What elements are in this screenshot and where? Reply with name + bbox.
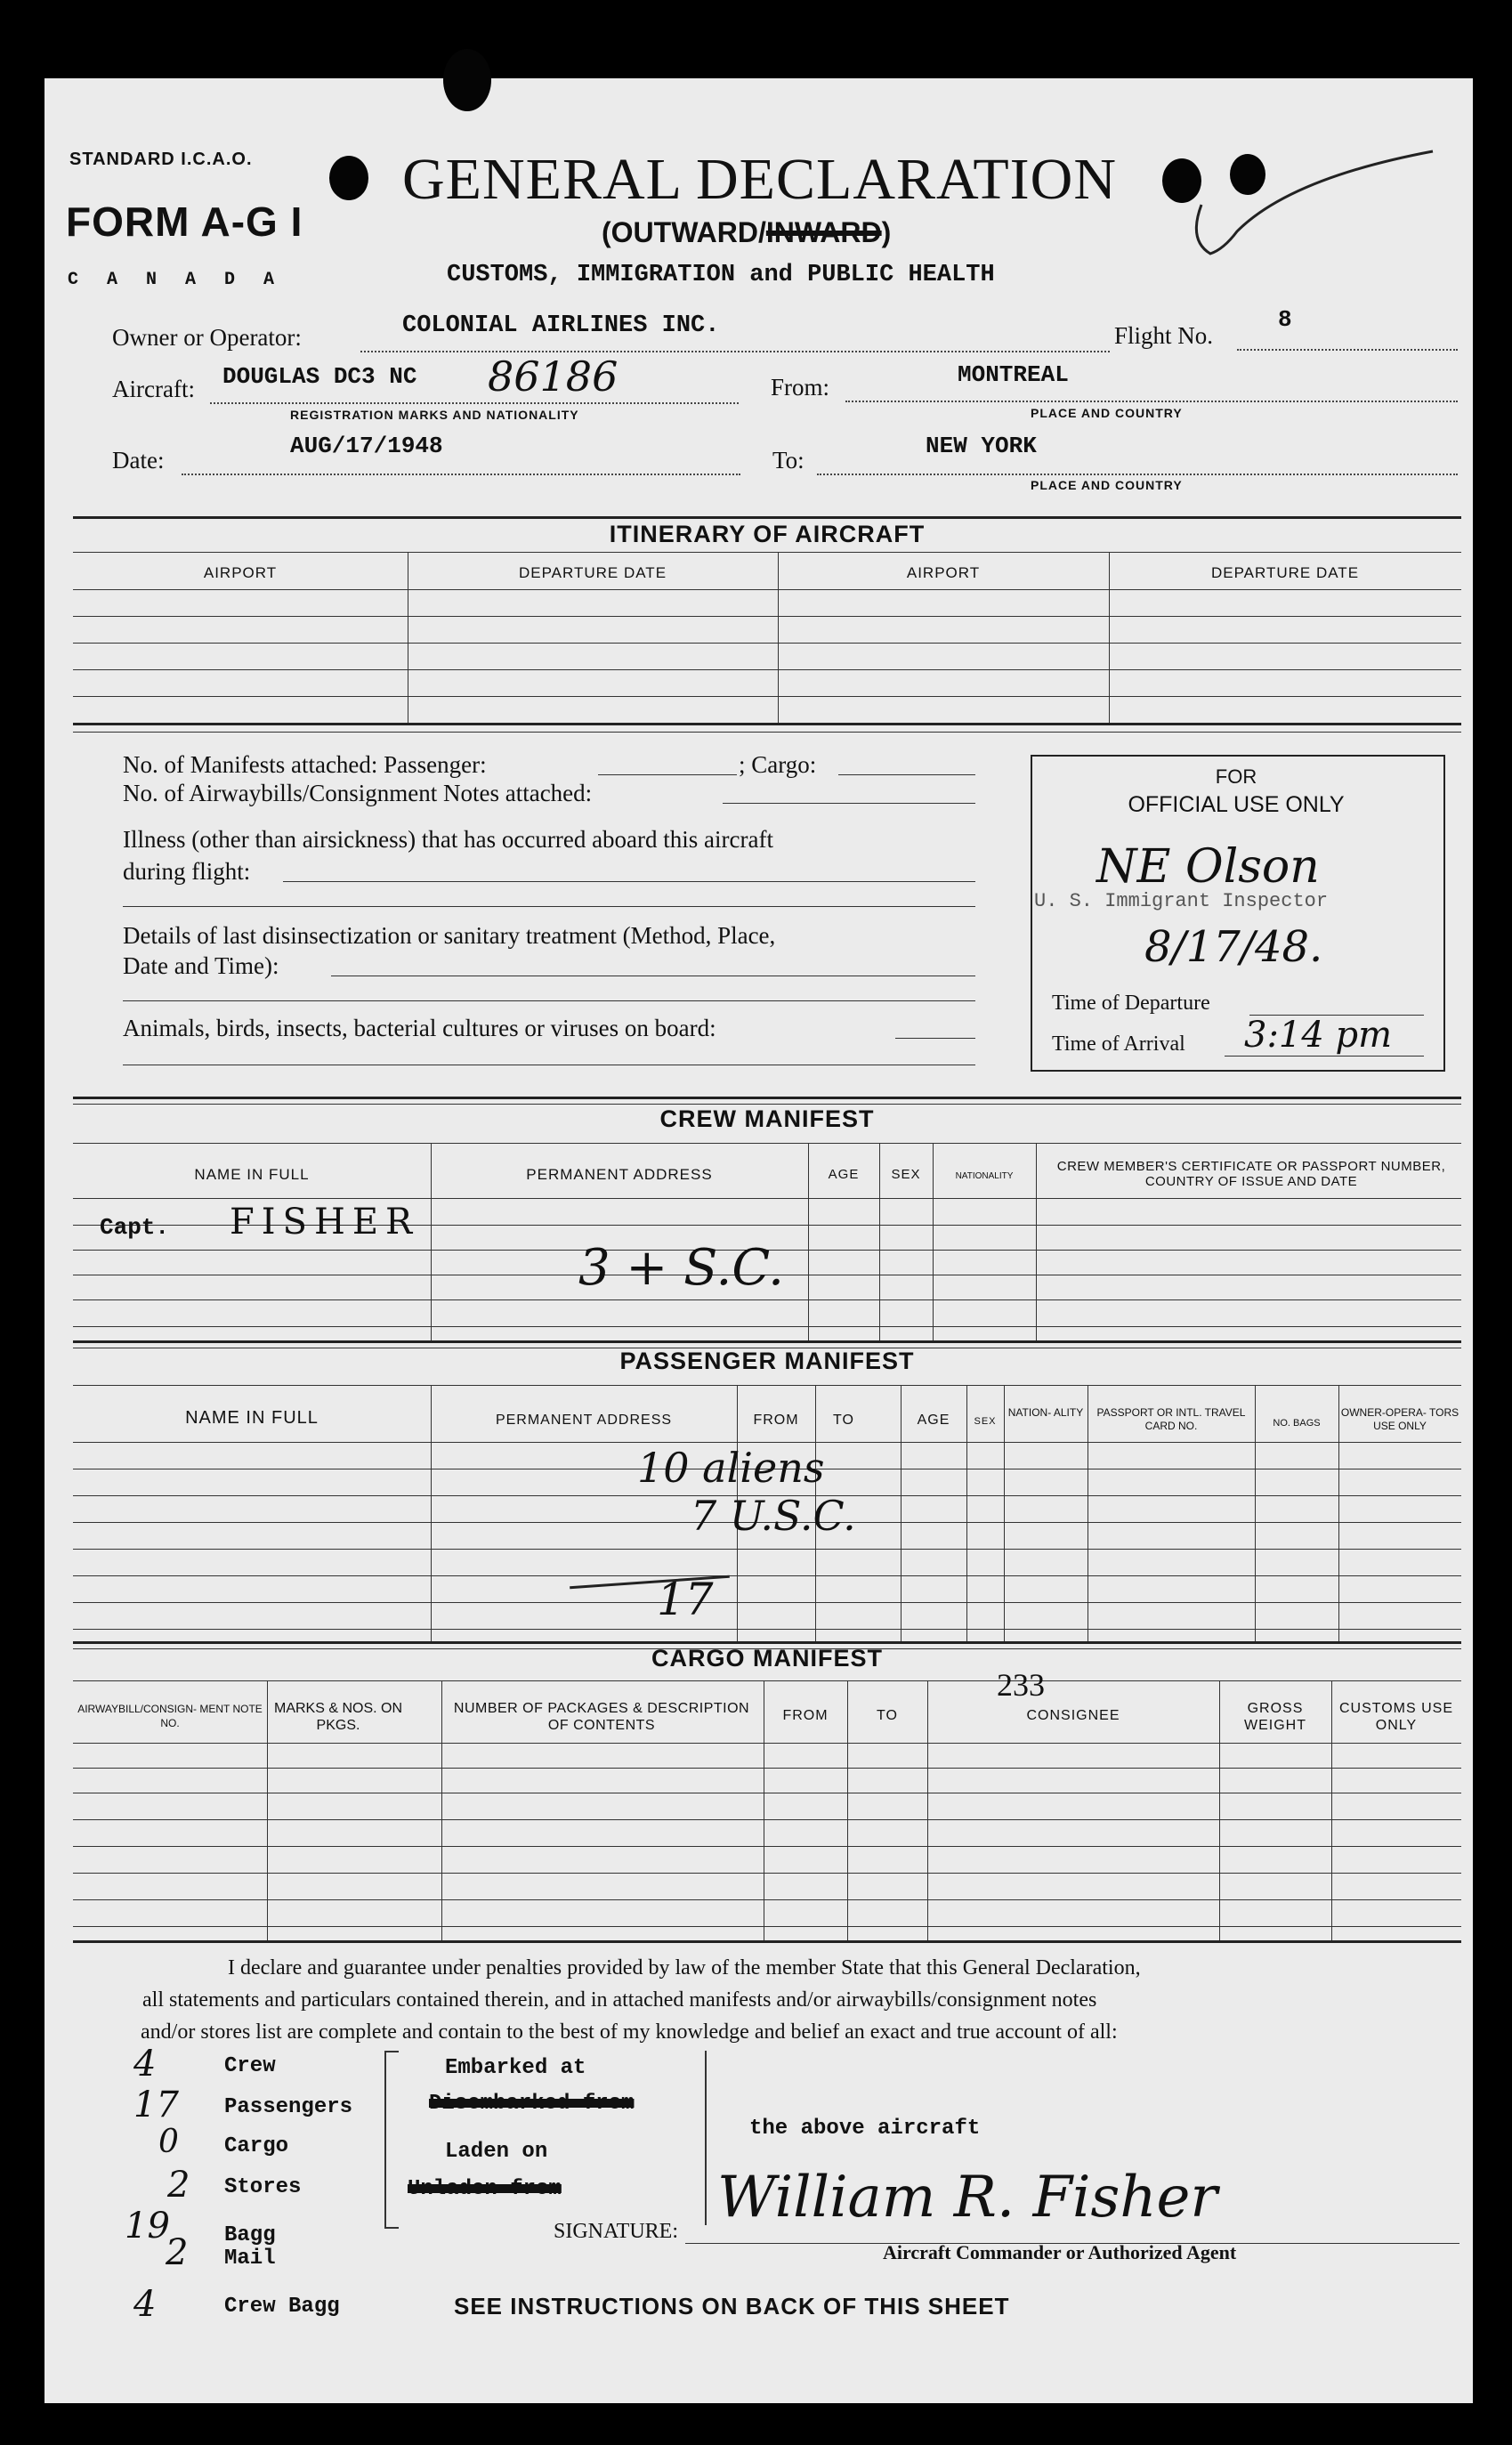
col-line: [1338, 1385, 1339, 1641]
crew-col-address: PERMANENT ADDRESS: [526, 1166, 713, 1183]
aircraft-number: 86186: [488, 352, 619, 401]
col-line: [1255, 1385, 1256, 1641]
flight-label: Flight No.: [1114, 322, 1214, 349]
from-caption: PLACE AND COUNTRY: [1031, 406, 1183, 420]
col-line: [966, 1385, 967, 1641]
cargo-col-customs: CUSTOMS USE ONLY: [1338, 1701, 1454, 1733]
passenger-title: PASSENGER MANIFEST: [619, 1348, 915, 1374]
cargo-title: CARGO MANIFEST: [651, 1645, 883, 1672]
rule: [73, 723, 1461, 725]
itinerary-title: ITINERARY OF AIRCRAFT: [609, 521, 926, 547]
rule: [73, 1143, 1461, 1144]
from-value: MONTREAL: [958, 361, 1069, 388]
crew-col-sex: SEX: [891, 1167, 921, 1182]
total-label: Mail: [224, 2247, 276, 2271]
date-label: Date:: [112, 447, 165, 474]
itin-col-airport-2: AIRPORT: [906, 564, 981, 581]
animals-blank: [895, 1038, 975, 1039]
total-label: Bagg: [224, 2223, 276, 2247]
disinsect-label-2: Date and Time):: [123, 952, 279, 979]
pax-col-passport: PASSPORT OR INTL. TRAVEL CARD NO.: [1096, 1406, 1246, 1432]
col-line: [847, 1680, 848, 1940]
total-count: 4: [133, 2284, 157, 2325]
pax-note-usc: 7 U.S.C.: [691, 1492, 856, 1540]
row-line: [73, 1326, 1461, 1327]
row-line: [73, 1602, 1461, 1603]
row-line: [73, 1819, 1461, 1820]
close-paren: ): [881, 216, 892, 248]
owner-value: COLONIAL AIRLINES INC.: [402, 312, 720, 339]
rule: [73, 1641, 1461, 1644]
row-line: [73, 696, 1461, 697]
cargo-col-to: TO: [877, 1708, 898, 1723]
crew-col-name: NAME IN FULL: [194, 1166, 310, 1183]
official-title: OFFICIAL USE ONLY: [1128, 792, 1345, 817]
manifests-passenger: No. of Manifests attached: Passenger:: [123, 751, 487, 778]
aircraft-value: DOUGLAS DC3 NC: [222, 363, 417, 390]
punch-hole: [329, 156, 368, 200]
date-value: AUG/17/1948: [290, 433, 443, 459]
illness-label: Illness (other than airsickness) that has occurred aboard this aircraft: [123, 826, 773, 853]
pax-col-from: FROM: [753, 1413, 799, 1428]
bracket-left: [384, 2051, 399, 2229]
footer-instructions: SEE INSTRUCTIONS ON BACK OF THIS SHEET: [454, 2293, 1010, 2320]
row-line: [73, 643, 1461, 644]
rule: [73, 1680, 1461, 1681]
cargo-col-packages: NUMBER OF PACKAGES & DESCRIPTION OF CONTENTS: [453, 1701, 750, 1733]
rule: [73, 1940, 1461, 1943]
date-line: [182, 474, 740, 475]
total-count: 2: [167, 2165, 190, 2206]
outward-label: (OUTWARD/: [602, 216, 766, 248]
registration-caption: REGISTRATION MARKS AND NATIONALITY: [290, 408, 579, 422]
pax-total: 17: [657, 1574, 714, 1625]
total-count: 2: [166, 2232, 189, 2273]
manifests-label: [123, 751, 487, 779]
col-line: [431, 1143, 432, 1340]
rule: [73, 516, 1461, 519]
illness-blank-2: [123, 906, 975, 907]
itin-col-departure-2: DEPARTURE DATE: [1210, 564, 1360, 581]
laden-label: Laden on: [445, 2140, 548, 2164]
total-label: Crew Bagg: [224, 2295, 340, 2319]
total-count: 0: [158, 2124, 179, 2160]
official-date: 8/17/48.: [1144, 922, 1323, 972]
to-caption: PLACE AND COUNTRY: [1031, 478, 1183, 492]
aircraft-line: [210, 402, 739, 404]
col-line: [927, 1680, 928, 1940]
row-line: [73, 589, 1461, 590]
signature-label: SIGNATURE:: [554, 2220, 679, 2243]
rule: [73, 1340, 1461, 1343]
row-line: [73, 1743, 1461, 1744]
pax-col-nationality: NATION- ALITY: [1007, 1406, 1084, 1419]
col-line: [933, 1143, 934, 1340]
row-line: [73, 1899, 1461, 1900]
col-line: [901, 1385, 902, 1641]
declaration-line-2: all statements and particulars contained therein, and in attached manifests and/or airwaybills/consignment notes: [142, 1988, 1097, 2012]
embarked-label: Embarked at: [445, 2056, 586, 2080]
total-count: 4: [133, 2044, 157, 2085]
col-line: [879, 1143, 880, 1340]
row-line: [73, 1575, 1461, 1576]
airwaybills-label: No. of Airwaybills/Consignment Notes attached:: [123, 780, 593, 806]
signature-caption: Aircraft Commander or Authorized Agent: [883, 2241, 1237, 2263]
punch-hole: [443, 49, 491, 111]
to-label: To:: [772, 447, 805, 474]
check-mark-icon: [1184, 142, 1451, 276]
col-line: [1331, 1680, 1332, 1940]
form-title: GENERAL DECLARATION: [402, 147, 1117, 212]
col-line: [808, 1143, 809, 1340]
cargo-col-airwaybill: AIRWAYBILL/CONSIGN- MENT NOTE NO.: [77, 1703, 263, 1729]
cargo-col-consignee: CONSIGNEE: [1026, 1708, 1120, 1723]
row-line: [73, 669, 1461, 670]
flight-line: [1237, 349, 1458, 351]
row-line: [73, 1873, 1461, 1874]
rule: [73, 1104, 1461, 1105]
row-line: [73, 1768, 1461, 1769]
to-value: NEW YORK: [926, 433, 1037, 459]
col-line: [1036, 1143, 1037, 1340]
crew-entry-prefix: Capt.: [100, 1214, 170, 1241]
row-line: [73, 1299, 1461, 1300]
pax-col-name: NAME IN FULL: [185, 1408, 319, 1428]
owner-label: Owner or Operator:: [112, 324, 302, 351]
official-inspector: U. S. Immigrant Inspector: [1034, 890, 1329, 912]
col-line: [1109, 552, 1110, 723]
total-label: Cargo: [224, 2134, 289, 2158]
illness-label-2: during flight:: [123, 858, 251, 885]
signature-value: William R. Fisher: [717, 2165, 1217, 2230]
pax-col-owner: OWNER-OPERA- TORS USE ONLY: [1340, 1406, 1459, 1432]
total-count: 19: [125, 2206, 170, 2247]
declaration-line-3: and/or stores list are complete and contain to the best of my knowledge and belief an exact and true account of all:: [141, 2020, 1118, 2044]
pax-col-age: AGE: [917, 1413, 950, 1428]
arrival-blank: [1225, 1056, 1424, 1057]
illness-blank: [283, 881, 975, 882]
owner-line: [360, 351, 1110, 352]
total-label: Stores: [224, 2175, 302, 2199]
col-line: [431, 1385, 432, 1641]
cargo-col-from: FROM: [782, 1708, 829, 1723]
rule: [73, 552, 1461, 553]
above-aircraft: the above aircraft: [749, 2117, 981, 2141]
airwaybills-blank: [723, 803, 975, 804]
cargo-col-weight: GROSS WEIGHT: [1244, 1701, 1306, 1733]
country-label: C A N A D A: [68, 270, 284, 290]
cargo-stamp-number: 233: [997, 1667, 1045, 1703]
row-line: [73, 616, 1461, 617]
col-line: [267, 1680, 268, 1940]
pax-note-aliens: 10 aliens: [637, 1444, 825, 1492]
passenger-blank: [598, 774, 737, 775]
itin-col-departure: DEPARTURE DATE: [518, 564, 667, 581]
row-line: [73, 1198, 1461, 1199]
crew-col-age: AGE: [828, 1167, 860, 1182]
rule: [73, 732, 1461, 733]
departure-time-label: Time of Departure: [1052, 992, 1210, 1015]
flight-value: 8: [1278, 306, 1292, 333]
col-line: [441, 1680, 442, 1940]
itin-col-airport: AIRPORT: [203, 564, 278, 581]
pax-col-address: PERMANENT ADDRESS: [495, 1413, 673, 1428]
inward-struck: INWARD: [765, 216, 882, 248]
total-label: Passengers: [224, 2095, 353, 2119]
crew-col-certificate: CREW MEMBER'S CERTIFICATE OR PASSPORT NUMBER, COUNTRY OF ISSUE AND DATE: [1056, 1159, 1446, 1189]
animals-label: Animals, birds, insects, bacterial cultures or viruses on board:: [123, 1015, 716, 1041]
row-line: [73, 1549, 1461, 1550]
subtitle: CUSTOMS, IMMIGRATION and PUBLIC HEALTH: [447, 262, 995, 288]
declaration-line-1: I declare and guarantee under penalties provided by law of the member State that this General Declaration,: [228, 1956, 1141, 1979]
col-line: [1219, 1680, 1220, 1940]
disinsect-label: Details of last disinsectization or sanitary treatment (Method, Place,: [123, 922, 776, 949]
rule: [73, 1097, 1461, 1099]
bracket-mid: [692, 2051, 707, 2225]
pax-col-to: TO: [833, 1413, 854, 1428]
official-for: FOR: [1215, 765, 1257, 788]
row-line: [73, 1846, 1461, 1847]
outward-inward: [602, 216, 891, 249]
disembarked-struck: Disembarked from: [429, 2092, 635, 2116]
row-line: [73, 1629, 1461, 1630]
crew-entry-count: 3 + S.C.: [578, 1239, 784, 1297]
row-line: [73, 1442, 1461, 1443]
crew-col-nationality: NATIONALITY: [955, 1171, 1014, 1181]
total-label: Crew: [224, 2054, 276, 2078]
arrival-time-label: Time of Arrival: [1052, 1032, 1185, 1056]
total-count: 17: [133, 2085, 179, 2125]
cargo-col-marks: MARKS & NOS. ON PKGS.: [273, 1701, 403, 1733]
cargo-blank: [838, 774, 975, 775]
pax-col-bags: NO. BAGS: [1273, 1418, 1321, 1429]
disinsect-blank-2: [123, 1000, 975, 1001]
crew-title: CREW MANIFEST: [659, 1105, 875, 1132]
official-signature: NE Olson: [1096, 840, 1320, 894]
crew-entry-name: FISHER: [230, 1202, 420, 1243]
to-line: [817, 474, 1458, 475]
arrival-time-value: 3:14 pm: [1244, 1015, 1393, 1056]
aircraft-label: Aircraft:: [112, 376, 195, 402]
rule: [73, 1385, 1461, 1386]
col-line: [778, 552, 779, 723]
form-number: FORM A-G I: [66, 198, 303, 245]
pax-col-sex: SEX: [974, 1416, 997, 1427]
manifests-cargo: ; Cargo:: [739, 751, 817, 778]
row-line: [73, 1926, 1461, 1927]
col-line: [1004, 1385, 1005, 1641]
standard-label: STANDARD I.C.A.O.: [69, 150, 253, 169]
from-line: [845, 401, 1458, 402]
unladen-struck: Unladen from: [408, 2177, 562, 2201]
from-label: From:: [771, 374, 830, 401]
